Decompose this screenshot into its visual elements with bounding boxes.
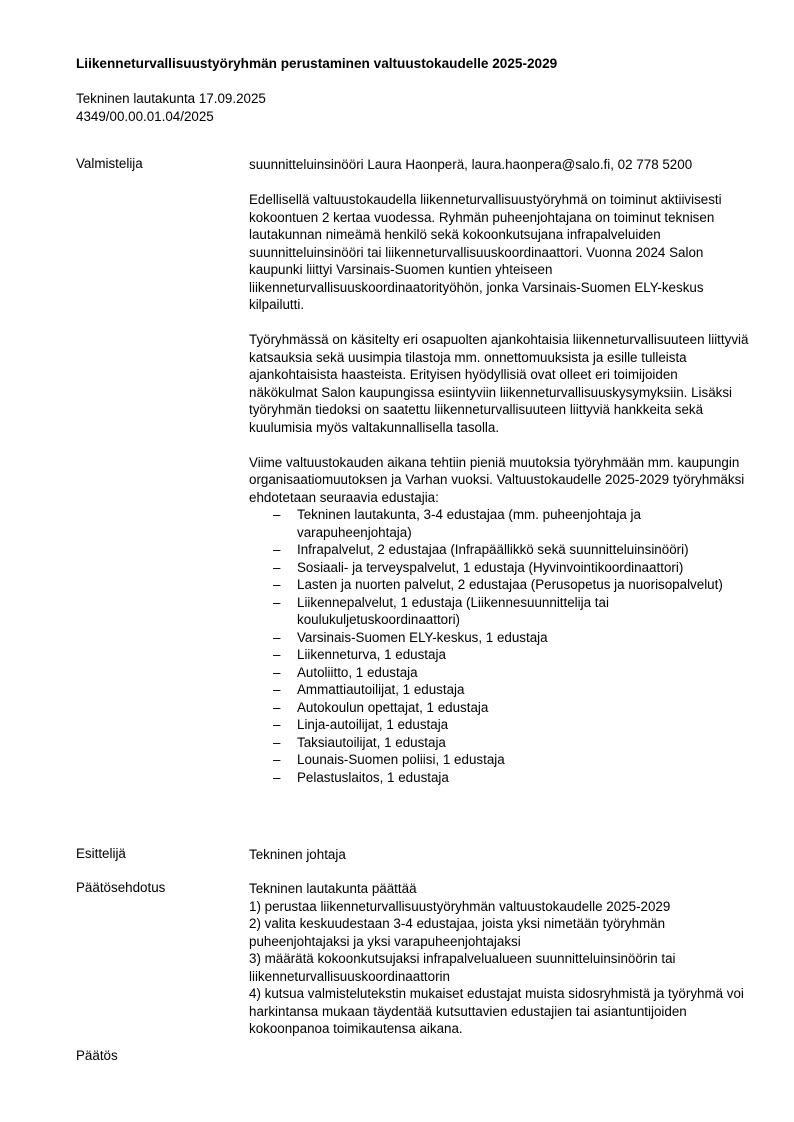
preparer-label: Valmistelija xyxy=(76,156,143,171)
list-dash: – xyxy=(273,734,281,750)
representative-text: Pelastuslaitos, 1 edustaja xyxy=(297,769,449,785)
representative-item xyxy=(249,751,749,769)
paragraph-background: Edellisellä valtuustokaudella liikenneturvallisuustyöryhmä on toiminut aktiivisesti kokoontuen 2 kertaa vuodessa. Ryhmän puheenjohtajana on toiminut teknisen lautakunnan nimeämä henkilö sekä kokoonkutsujana infrapalveluiden suunnitteluinsinööri tai liikenneturvallisuuskoordinaattori. Vuonna 2024 Salon kaupunki liittyi Varsinais-Suomen kuntien yhteiseen liikenneturvallisuuskoordinaatorityöhön, jonka Varsinais-Suomen ELY-keskus kilpailutti. xyxy=(249,192,722,312)
representative-text: Autoliitto, 1 edustaja xyxy=(297,664,418,680)
representative-text: Taksiautoilijat, 1 edustaja xyxy=(297,734,446,750)
list-dash: – xyxy=(273,664,281,680)
proposal-step: 2) valita keskuudestaan 3-4 edustajaa, joista yksi nimetään työryhmän puheenjohtajaksi ja yksi varapuheenjohtajaksi xyxy=(249,916,666,949)
document-title: Liikenneturvallisuustyöryhmän perustaminen valtuustokaudelle 2025-2029 xyxy=(76,56,558,71)
representative-item xyxy=(249,629,749,647)
list-dash: – xyxy=(273,542,281,557)
representative-item xyxy=(249,541,749,559)
representative-item xyxy=(249,664,749,682)
representative-text: Liikenneturva, 1 edustaja xyxy=(297,647,446,662)
preparer-contact: suunnitteluinsinööri Laura Haonperä, laura.haonpera@salo.fi, 02 778 5200 xyxy=(249,157,693,172)
list-dash: – xyxy=(273,559,281,575)
proposal-step: 3) määrätä kokoonkutsujaksi infrapalvelualueen suunnitteluinsinöörin tai liikenneturvallisuuskoordinaattorin xyxy=(249,951,676,984)
representative-text: Linja-autoilijat, 1 edustaja xyxy=(297,717,449,732)
list-dash: – xyxy=(273,629,281,645)
representatives-list xyxy=(249,506,749,786)
paragraph-topics: Työryhmässä on käsitelty eri osapuolten ajankohtaisia liikenneturvallisuuteen liittyviä katsauksia sekä uusimpia tilastoja mm. onnettomuuksista ja esille tulleista ajankohtaisista haasteista. Erityisen hyödyllisiä ovat olleet eri toimijoiden näkökulmat Salon kaupungissa esiintyviin liikenneturvallisuuskysymyksiin. Lisäksi työryhmän tiedoksi on saatettu liikenneturvallisuuteen liittyviä hankkeita sekä kuulumisia myös valtakunnallisella tasolla. xyxy=(249,332,749,435)
meeting-info xyxy=(76,90,266,125)
representative-text: Ammattiautoilijat, 1 edustaja xyxy=(297,682,465,697)
list-dash: – xyxy=(273,769,281,785)
representative-text: Tekninen lautakunta, 3-4 edustajaa (mm. puheenjohtaja ja varapuheenjohtaja) xyxy=(297,507,641,540)
paragraph-proposal: Viime valtuustokauden aikana tehtiin pieniä muutoksia työryhmään mm. kaupungin organisaatiomuutoksen ja Varhan vuoksi. Valtuustokaudelle 2025-2029 työryhmäksi ehdotetaan seuraavia edustajia: xyxy=(249,454,745,505)
representative-text: Lounais-Suomen poliisi, 1 edustaja xyxy=(297,752,505,767)
representative-text: Infrapalvelut, 2 edustajaa (Infrapäällikkö sekä suunnitteluinsinööri) xyxy=(297,542,689,557)
proposal-step: 1) perustaa liikenneturvallisuustyöryhmän valtuustokaudelle 2025-2029 xyxy=(249,898,671,914)
proposal-label: Päätösehdotus xyxy=(76,880,166,895)
representative-text: Autokoulun opettajat, 1 edustaja xyxy=(297,699,489,715)
preparer-section xyxy=(249,156,749,786)
representative-item xyxy=(249,681,749,699)
list-dash: – xyxy=(273,507,281,522)
presenter-label: Esittelijä xyxy=(76,846,126,861)
list-dash: – xyxy=(273,647,281,662)
meeting-date: Tekninen lautakunta 17.09.2025 xyxy=(76,91,266,106)
list-dash: – xyxy=(273,594,281,610)
proposal-step: 4) kutsua valmistelutekstin mukaiset edustajat muista sidosryhmistä ja työryhmä voi harkintansa mukaan täydentää kutsuttavien edustajien tai asiantuntijoiden kokoonpanoa toimikautensa aikana. xyxy=(249,986,744,1036)
record-id: 4349/00.00.01.04/2025 xyxy=(76,108,214,124)
representative-item xyxy=(249,769,749,787)
representative-item xyxy=(249,699,749,717)
representative-item xyxy=(249,576,749,594)
representative-item xyxy=(249,594,749,629)
representative-item xyxy=(249,716,749,734)
proposal-intro: Tekninen lautakunta päättää xyxy=(249,881,417,896)
presenter-value: Tekninen johtaja xyxy=(249,847,346,862)
list-dash: – xyxy=(273,682,281,697)
representative-text: Varsinais-Suomen ELY-keskus, 1 edustaja xyxy=(297,629,548,645)
list-dash: – xyxy=(273,577,281,592)
decision-label: Päätös xyxy=(76,1048,118,1063)
representative-item xyxy=(249,506,749,541)
list-dash: – xyxy=(273,752,281,767)
representative-text: Lasten ja nuorten palvelut, 2 edustajaa (Perusopetus ja nuorisopalvelut) xyxy=(297,577,723,592)
representative-item xyxy=(249,559,749,577)
representative-item xyxy=(249,734,749,752)
representative-text: Sosiaali- ja terveyspalvelut, 1 edustaja (Hyvinvointikoordinaattori) xyxy=(297,559,684,575)
representative-item xyxy=(249,646,749,664)
list-dash: – xyxy=(273,717,281,732)
representative-text: Liikennepalvelut, 1 edustaja (Liikennesuunnittelija tai koulukuljetuskoordinaattori) xyxy=(297,594,609,627)
proposal-section xyxy=(249,880,749,1038)
list-dash: – xyxy=(273,699,281,715)
